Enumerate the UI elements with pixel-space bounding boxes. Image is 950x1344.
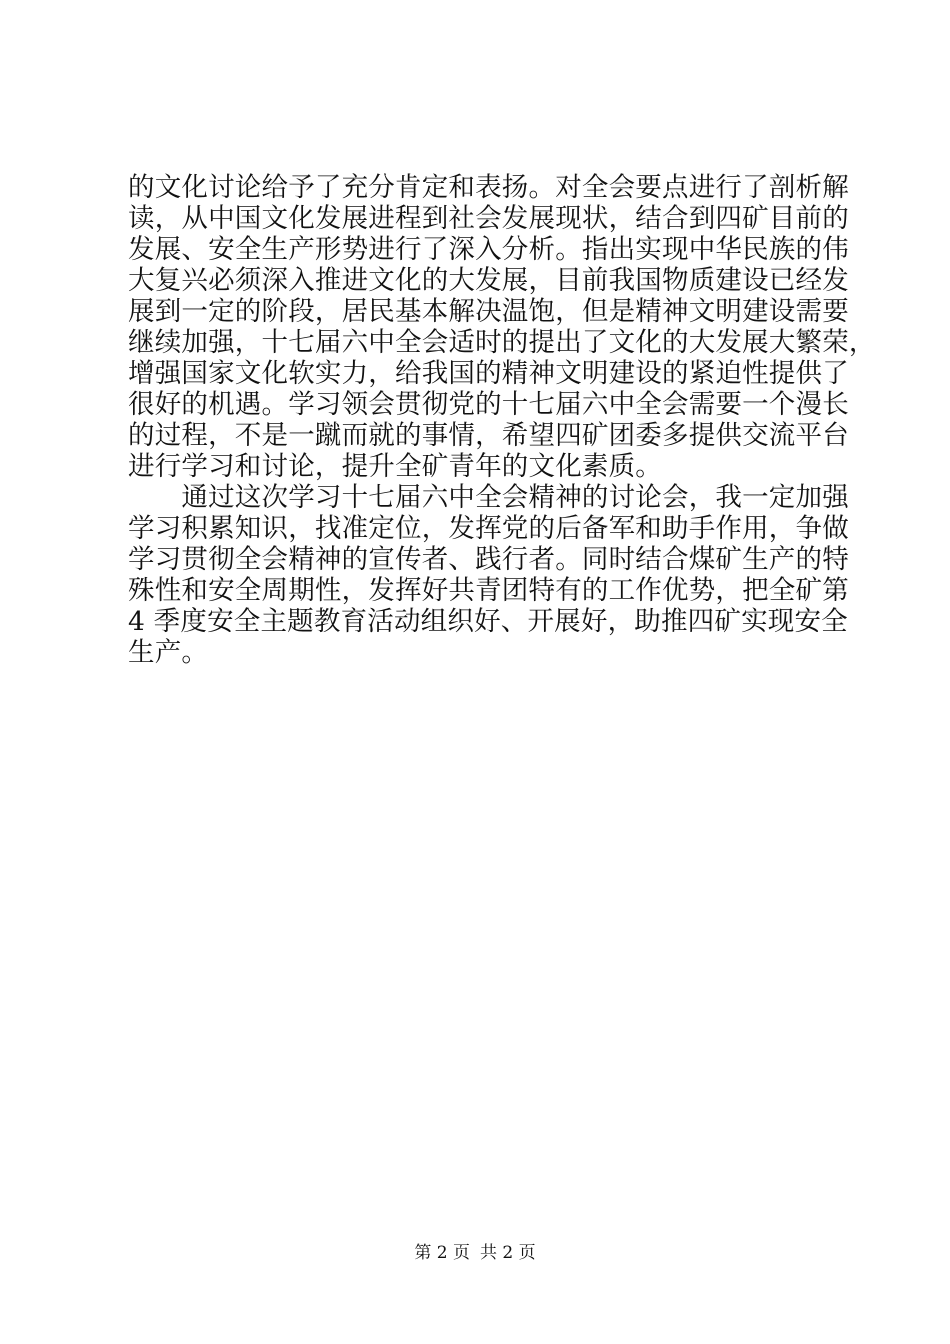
- text-line: 殊性和安全周期性，发挥好共青团特有的工作优势，把全矿第: [128, 575, 849, 606]
- text-line: 的过程，不是一蹴而就的事情，希望四矿团委多提供交流平台: [128, 420, 849, 451]
- text-line: 展到一定的阶段，居民基本解决温饱，但是精神文明建设需要: [128, 296, 849, 327]
- page-footer: [0, 1242, 950, 1264]
- text-line: 通过这次学习十七届六中全会精神的讨论会，我一定加强: [128, 482, 849, 513]
- text-line: 生产。: [128, 637, 209, 668]
- document-body: [128, 172, 876, 668]
- page-number: 第 2 页: [414, 1243, 470, 1263]
- text-line: 的文化讨论给予了充分肯定和表扬。对全会要点进行了剖析解: [128, 172, 849, 203]
- text-line: 大复兴必须深入推进文化的大发展，目前我国物质建设已经发: [128, 265, 849, 296]
- text-line: 4 季度安全主题教育活动组织好、开展好，助推四矿实现安全: [128, 606, 848, 637]
- text-line: 学习积累知识，找准定位，发挥党的后备军和助手作用，争做: [128, 513, 849, 544]
- text-line: 很好的机遇。学习领会贯彻党的十七届六中全会需要一个漫长: [128, 389, 849, 420]
- text-line: 继续加强，十七届六中全会适时的提出了文化的大发展大繁荣，: [128, 327, 876, 358]
- text-line: 发展、安全生产形势进行了深入分析。指出实现中华民族的伟: [128, 234, 849, 265]
- page-total: 共 2 页: [480, 1243, 536, 1263]
- text-line: 学习贯彻全会精神的宣传者、践行者。同时结合煤矿生产的特: [128, 544, 849, 575]
- text-line: 进行学习和讨论，提升全矿青年的文化素质。: [128, 451, 662, 482]
- text-line: 增强国家文化软实力，给我国的精神文明建设的紧迫性提供了: [128, 358, 849, 389]
- text-line: 读，从中国文化发展进程到社会发展现状，结合到四矿目前的: [128, 203, 849, 234]
